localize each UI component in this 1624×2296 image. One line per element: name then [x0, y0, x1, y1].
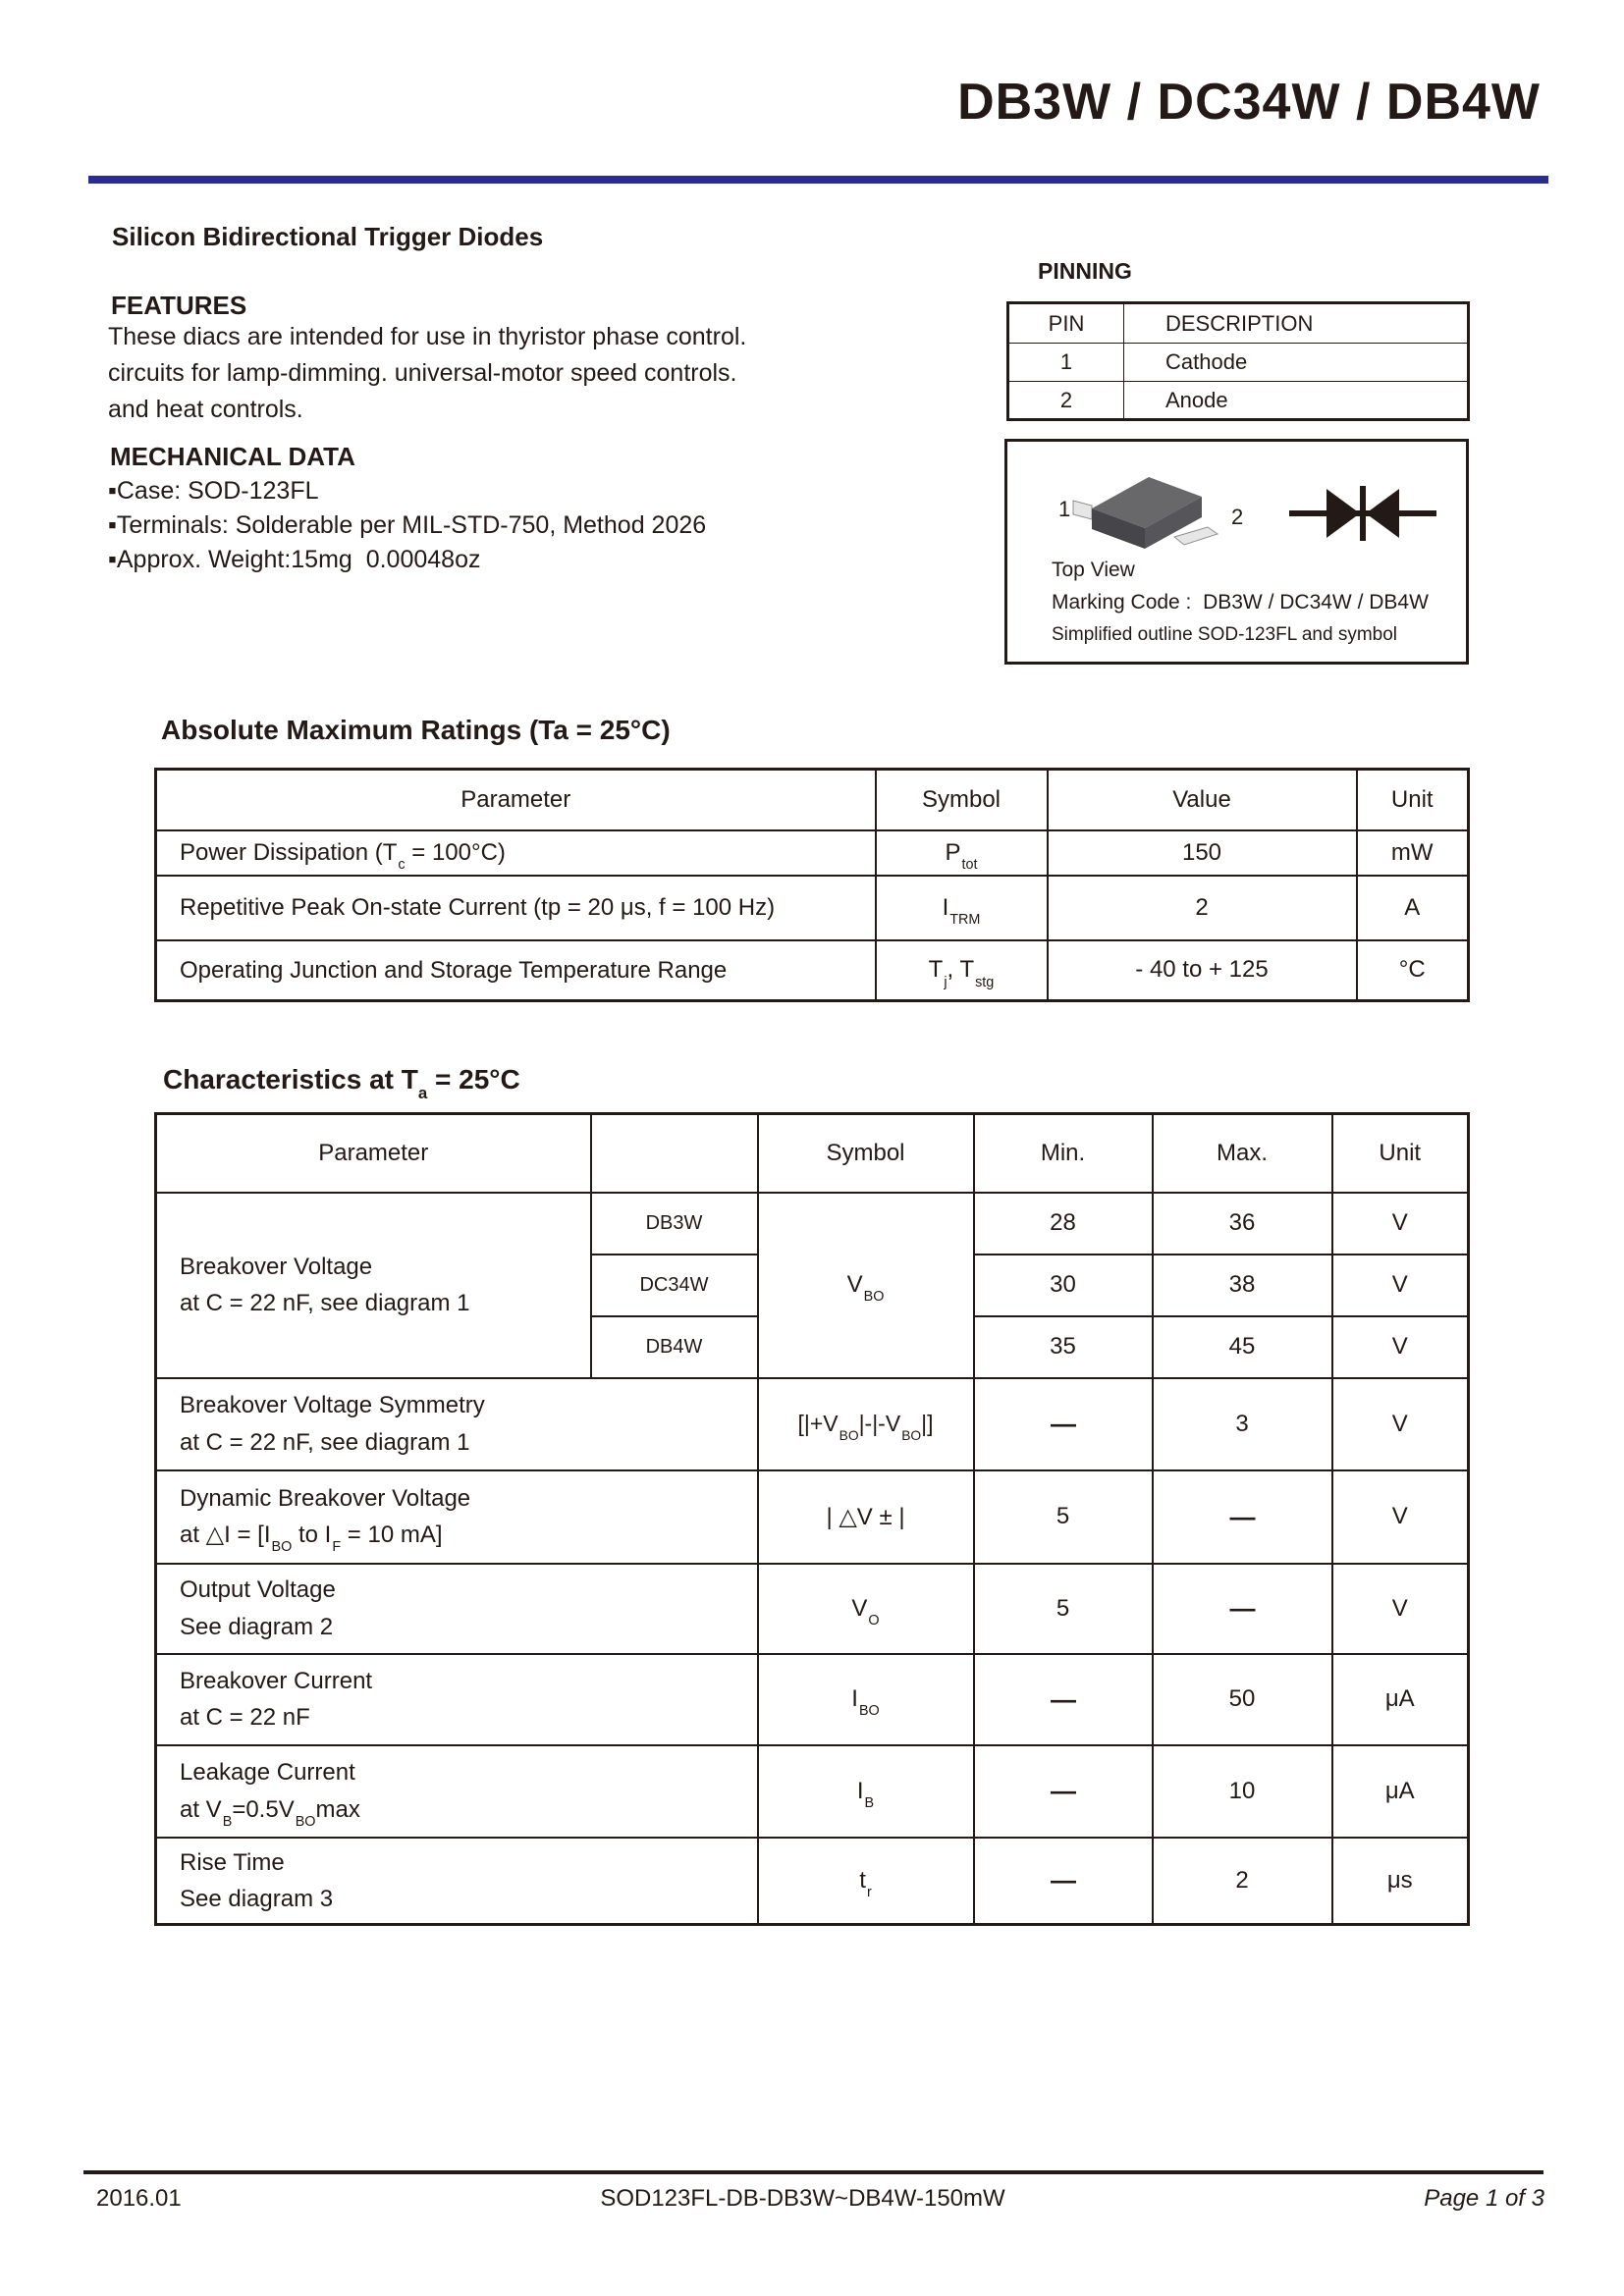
- table-row: [156, 940, 1469, 1001]
- min-cell: 35: [974, 1316, 1153, 1378]
- package-lead-1: [1073, 501, 1092, 519]
- pin-number: 1: [1008, 344, 1124, 382]
- col-header-symbol: Symbol: [876, 770, 1048, 830]
- pin-description: Anode: [1124, 382, 1469, 420]
- package-outline-box: [1004, 439, 1469, 665]
- features-line: and heat controls.: [108, 396, 303, 423]
- col-header-type: [591, 1114, 758, 1193]
- features-line: circuits for lamp-dimming. universal-motor speed controls.: [108, 359, 737, 387]
- min-cell: —: [974, 1745, 1153, 1838]
- min-cell: —: [974, 1838, 1153, 1925]
- table-row: [156, 1378, 1469, 1470]
- footer-page-number: Page 1 of 3: [1424, 2185, 1544, 2212]
- pin-description: Cathode: [1124, 344, 1469, 382]
- package-caption: Marking Code : DB3W / DC34W / DB4W: [1052, 591, 1429, 614]
- max-cell: —: [1153, 1470, 1332, 1564]
- min-cell: —: [974, 1654, 1153, 1745]
- abs-max-table: [154, 768, 1470, 1002]
- header-rule: [88, 176, 1548, 184]
- mechanical-item: ▪Terminals: Solderable per MIL-STD-750, Method 2026: [108, 511, 707, 539]
- symbol-cell: $I_{BO}$: [758, 1654, 974, 1745]
- symbol-cell: $t_r$: [758, 1838, 974, 1925]
- parameter-line: at C = 22 nF: [180, 1704, 310, 1731]
- description-col-header: DESCRIPTION: [1124, 303, 1469, 344]
- unit-cell: V: [1332, 1316, 1469, 1378]
- symbol-cell: $V_O$: [758, 1564, 974, 1654]
- unit-cell: °C: [1357, 940, 1469, 1001]
- unit-cell: μA: [1332, 1654, 1469, 1745]
- parameter-line: Output Voltage: [180, 1576, 336, 1604]
- table-row: [156, 876, 1469, 940]
- parameter-line: Breakover Voltage Symmetry: [180, 1392, 485, 1419]
- col-header-parameter: Parameter: [156, 770, 876, 830]
- parameter-cell: [156, 1654, 758, 1745]
- max-cell: 36: [1153, 1193, 1332, 1255]
- footer-doc-code: SOD123FL-DB-DB3W~DB4W-150mW: [600, 2185, 1005, 2212]
- page-title: DB3W / DC34W / DB4W: [957, 74, 1541, 131]
- mechanical-item: ▪Case: SOD-123FL: [108, 477, 319, 505]
- variant-cell: DB3W: [591, 1193, 758, 1255]
- subtitle: Silicon Bidirectional Trigger Diodes: [112, 222, 544, 251]
- symbol-cell: $[|+V_{BO}|-|-V_{BO}|]$: [758, 1378, 974, 1470]
- max-cell: 38: [1153, 1255, 1332, 1316]
- pin-number: 2: [1008, 382, 1124, 420]
- min-cell: 28: [974, 1193, 1153, 1255]
- parameter-line: Leakage Current: [180, 1759, 355, 1787]
- max-cell: 10: [1153, 1745, 1332, 1838]
- col-header-max: Max.: [1153, 1114, 1332, 1193]
- parameter-cell: [156, 1470, 758, 1564]
- table-row: [156, 1193, 1469, 1255]
- unit-cell: V: [1332, 1193, 1469, 1255]
- parameter-line: Breakover Current: [180, 1667, 373, 1694]
- max-cell: 50: [1153, 1654, 1332, 1745]
- col-header-symbol: Symbol: [758, 1114, 974, 1193]
- table-row: [1008, 344, 1469, 382]
- unit-cell: V: [1332, 1378, 1469, 1470]
- mechanical-item: ▪Approx. Weight:15mg 0.00048oz: [108, 546, 481, 573]
- parameter-cell: [156, 1378, 758, 1470]
- max-cell: —: [1153, 1564, 1332, 1654]
- unit-cell: μs: [1332, 1838, 1469, 1925]
- unit-cell: μA: [1332, 1745, 1469, 1838]
- characteristics-header-row: [156, 1114, 1469, 1193]
- col-header-unit: Unit: [1357, 770, 1469, 830]
- table-row: [156, 1838, 1469, 1925]
- unit-cell: V: [1332, 1564, 1469, 1654]
- unit-cell: A: [1357, 876, 1469, 940]
- parameter-line: Dynamic Breakover Voltage: [180, 1484, 471, 1512]
- symbol-cell: | △V ± |: [758, 1470, 974, 1564]
- max-cell: 3: [1153, 1378, 1332, 1470]
- col-header-value: Value: [1048, 770, 1357, 830]
- parameter-line: See diagram 3: [180, 1885, 334, 1912]
- parameter-line: at $V_B=0.5V_{BO}\max$: [180, 1795, 360, 1830]
- min-cell: 5: [974, 1564, 1153, 1654]
- pinning-table: [1006, 301, 1470, 421]
- abs-max-heading: Absolute Maximum Ratings (Ta = 25°C): [161, 715, 671, 745]
- value-cell: 150: [1048, 830, 1357, 876]
- max-cell: 45: [1153, 1316, 1332, 1378]
- unit-cell: V: [1332, 1470, 1469, 1564]
- characteristics-heading: Characteristics at $T_a = 25^\circ C$: [163, 1064, 520, 1103]
- unit-cell: V: [1332, 1255, 1469, 1316]
- table-row: [156, 1470, 1469, 1564]
- diac-symbol-icon: [1289, 486, 1436, 541]
- pin1-label: 1: [1058, 497, 1071, 521]
- parameter-cell: [156, 1745, 758, 1838]
- parameter-cell: [156, 1564, 758, 1654]
- parameter-line: at C = 22 nF, see diagram 1: [180, 1428, 470, 1456]
- parameter-line: at C = 22 nF, see diagram 1: [180, 1290, 470, 1316]
- abs-max-header-row: [156, 770, 1469, 830]
- unit-cell: mW: [1357, 830, 1469, 876]
- parameter-line: at △I = [$I_{BO}$ to $I_F = 10$ mA]: [180, 1522, 443, 1556]
- package-caption: Simplified outline SOD-123FL and symbol: [1052, 624, 1398, 645]
- symbol-cell: $T_j$, $T_{stg}$: [876, 940, 1048, 1001]
- parameter-cell: Operating Junction and Storage Temperature Range: [156, 940, 876, 1001]
- col-header-parameter: Parameter: [156, 1114, 591, 1193]
- symbol-cell: $I_{TRM}$: [876, 876, 1048, 940]
- footer-date: 2016.01: [96, 2185, 182, 2212]
- parameter-cell: Repetitive Peak On-state Current (tp = 20 μs, f = 100 Hz): [156, 876, 876, 940]
- footer: [96, 2185, 1544, 2213]
- pin-col-header: PIN: [1008, 303, 1124, 344]
- min-cell: 30: [974, 1255, 1153, 1316]
- parameter-cell: [156, 1193, 591, 1378]
- symbol-cell: $P_{tot}$: [876, 830, 1048, 876]
- max-cell: 2: [1153, 1838, 1332, 1925]
- col-header-min: Min.: [974, 1114, 1153, 1193]
- value-cell: 2: [1048, 876, 1357, 940]
- footer-rule: [83, 2170, 1543, 2174]
- symbol-cell: $V_{BO}$: [758, 1193, 974, 1378]
- variant-cell: DB4W: [591, 1316, 758, 1378]
- table-row: [156, 1745, 1469, 1838]
- value-cell: - 40 to + 125: [1048, 940, 1357, 1001]
- features-line: These diacs are intended for use in thyristor phase control.: [108, 323, 747, 350]
- table-row: [156, 1654, 1469, 1745]
- characteristics-table: [154, 1112, 1470, 1926]
- min-cell: —: [974, 1378, 1153, 1470]
- package-lead-2: [1174, 527, 1218, 545]
- variant-cell: DC34W: [591, 1255, 758, 1316]
- pinning-header-row: [1008, 303, 1469, 344]
- parameter-line: See diagram 2: [180, 1613, 334, 1640]
- mechanical-data-heading: MECHANICAL DATA: [110, 442, 355, 471]
- parameter-cell: Power Dissipation $(T_c = 100^\circ C)$: [156, 830, 876, 876]
- col-header-unit: Unit: [1332, 1114, 1469, 1193]
- features-heading: FEATURES: [111, 291, 247, 320]
- table-row: [156, 1564, 1469, 1654]
- pin2-label: 2: [1231, 505, 1244, 529]
- pinning-heading: PINNING: [1038, 258, 1132, 284]
- parameter-cell: [156, 1838, 758, 1925]
- symbol-cell: $I_B$: [758, 1745, 974, 1838]
- package-caption: Top View: [1052, 559, 1135, 581]
- table-row: [156, 830, 1469, 876]
- min-cell: 5: [974, 1470, 1153, 1564]
- parameter-line: Rise Time: [180, 1848, 285, 1876]
- parameter-line: Breakover Voltage: [180, 1253, 373, 1280]
- table-row: [1008, 382, 1469, 420]
